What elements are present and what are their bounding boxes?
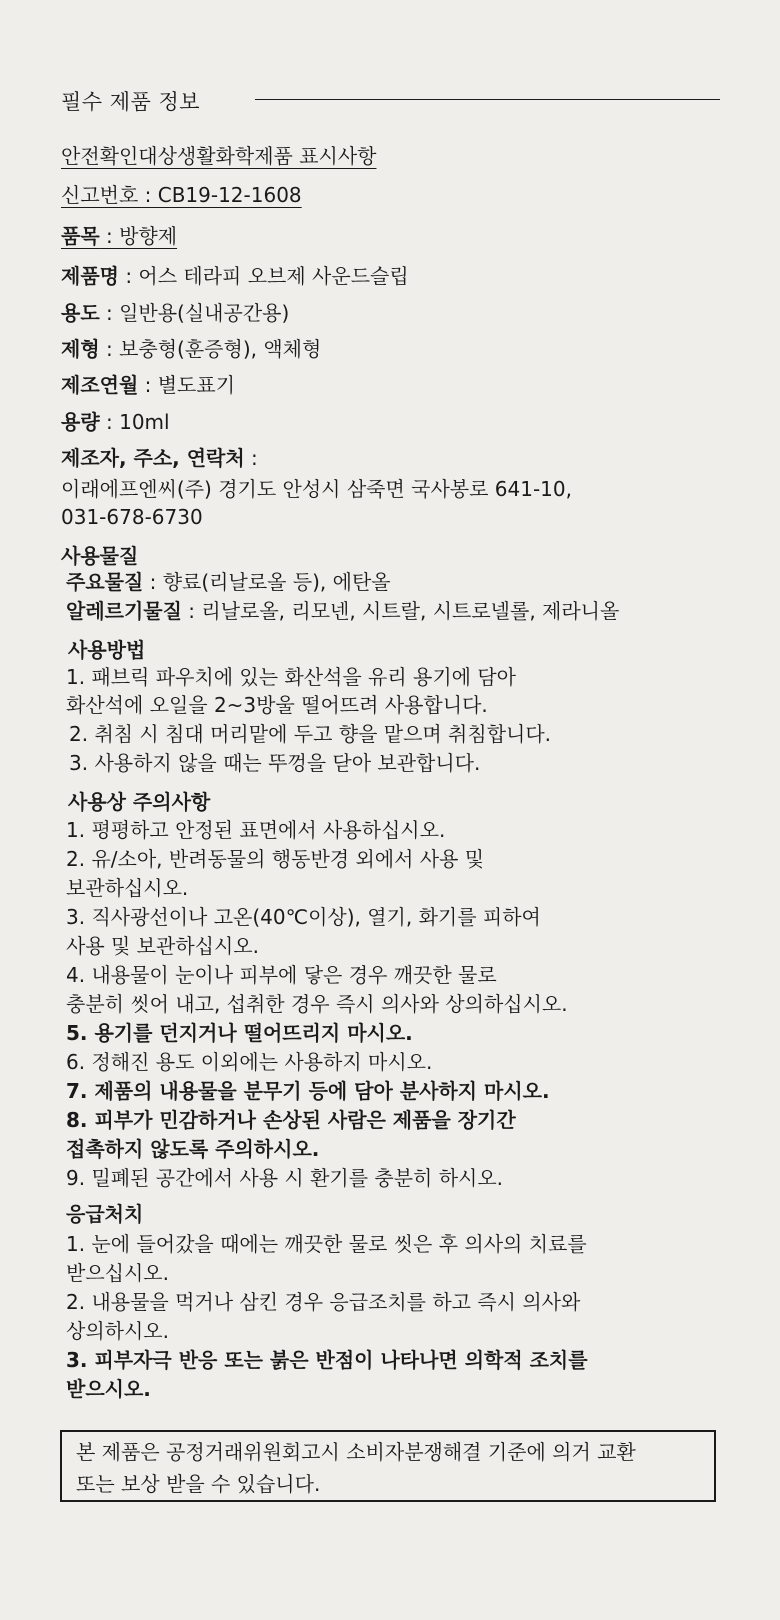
- item-value: : 방향제: [99, 224, 178, 248]
- maker-label: 제조자, 주소, 연락처: [61, 446, 245, 470]
- first-aid-line: 받으십시오.: [66, 1261, 169, 1285]
- maker-phone: 031-678-6730: [61, 505, 203, 529]
- caution-line: 2. 유/소아, 반려동물의 행동반경 외에서 사용 및: [66, 847, 485, 871]
- caution-line: 9. 밀폐된 공간에서 사용 시 환기를 충분히 하시오.: [66, 1166, 504, 1190]
- usage-heading: 사용방법: [68, 638, 146, 662]
- type-row: [61, 335, 321, 364]
- report-number: 신고번호 : CB19-12-1608: [61, 183, 302, 207]
- type-value: : 보충형(훈증형), 액체형: [99, 337, 322, 361]
- title-divider: [255, 99, 720, 100]
- mfg-date-row: [61, 371, 235, 400]
- item-label: 품목: [61, 224, 100, 248]
- caution-line: 충분히 씻어 내고, 섭취한 경우 즉시 의사와 상의하십시오.: [66, 992, 568, 1016]
- volume-label: 용량: [61, 410, 100, 434]
- use-row: [61, 299, 289, 328]
- first-aid-line: 2. 내용물을 먹거나 삼킨 경우 응급조치를 하고 즉시 의사와: [66, 1290, 581, 1314]
- cautions-heading: 사용상 주의사항: [68, 790, 211, 814]
- notice-line: 본 제품은 공정거래위원회고시 소비자분쟁해결 기준에 의거 교환: [76, 1440, 636, 1464]
- mfg-date-label: 제조연월: [61, 373, 139, 397]
- substances-heading: 사용물질: [61, 544, 139, 568]
- maker-row: [61, 444, 258, 473]
- caution-line: 보관하십시오.: [66, 876, 189, 900]
- item-row: [61, 222, 177, 251]
- volume-row: [61, 408, 170, 437]
- main-substance-row: [66, 568, 391, 597]
- volume-value: : 10ml: [99, 410, 170, 434]
- first-aid-line: 상의하시오.: [66, 1319, 169, 1343]
- caution-line-bold: 접촉하지 않도록 주의하시오.: [66, 1137, 320, 1161]
- allergen-row: [66, 597, 619, 626]
- safety-label: 안전확인대상생활화학제품 표시사항: [61, 144, 377, 168]
- caution-line: 4. 내용물이 눈이나 피부에 닿은 경우 깨끗한 물로: [66, 963, 497, 987]
- caution-line: 사용 및 보관하십시오.: [66, 934, 259, 958]
- section-title: 필수 제품 정보: [61, 90, 201, 114]
- main-substance-label: 주요물질: [66, 570, 144, 594]
- caution-line-bold: 5. 용기를 던지거나 떨어뜨리지 마시오.: [66, 1021, 413, 1045]
- product-name-label: 제품명: [61, 264, 119, 288]
- type-label: 제형: [61, 337, 100, 361]
- usage-line: 1. 패브릭 파우치에 있는 화산석을 유리 용기에 담아: [66, 665, 516, 689]
- caution-line-bold: 8. 피부가 민감하거나 손상된 사람은 제품을 장기간: [66, 1108, 516, 1132]
- first-aid-line: 1. 눈에 들어갔을 때에는 깨끗한 물로 씻은 후 의사의 치료를: [66, 1232, 587, 1256]
- maker-address: 이래에프엔씨(주) 경기도 안성시 삼죽면 국사봉로 641-10,: [61, 477, 572, 501]
- first-aid-heading: 응급처치: [66, 1202, 144, 1226]
- maker-colon: :: [244, 446, 258, 470]
- use-label: 용도: [61, 301, 100, 325]
- mfg-date-value: : 별도표기: [138, 373, 236, 397]
- exchange-notice-box: [60, 1430, 716, 1502]
- allergen-label: 알레르기물질: [66, 599, 182, 623]
- notice-line: 또는 보상 받을 수 있습니다.: [76, 1472, 321, 1496]
- usage-line: 3. 사용하지 않을 때는 뚜껑을 닫아 보관합니다.: [69, 751, 481, 775]
- first-aid-line-bold: 3. 피부자극 반응 또는 붉은 반점이 나타나면 의학적 조치를: [66, 1348, 588, 1372]
- caution-line: 6. 정해진 용도 이외에는 사용하지 마시오.: [66, 1050, 433, 1074]
- caution-line-bold: 7. 제품의 내용물을 분무기 등에 담아 분사하지 마시오.: [66, 1079, 550, 1103]
- product-name-value: : 어스 테라피 오브제 사운드슬립: [118, 264, 409, 288]
- use-value: : 일반용(실내공간용): [99, 301, 290, 325]
- allergen-value: : 리날로올, 리모넨, 시트랄, 시트로넬롤, 제라니올: [181, 599, 620, 623]
- first-aid-line-bold: 받으시오.: [66, 1377, 151, 1401]
- usage-line: 2. 취침 시 침대 머리맡에 두고 향을 맡으며 취침합니다.: [69, 722, 552, 746]
- caution-line: 3. 직사광선이나 고온(40℃이상), 열기, 화기를 피하여: [66, 905, 541, 929]
- product-name-row: [61, 262, 409, 291]
- main-substance-value: : 향료(리날로올 등), 에탄올: [143, 570, 391, 594]
- caution-line: 1. 평평하고 안정된 표면에서 사용하십시오.: [66, 818, 446, 842]
- usage-line: 화산석에 오일을 2~3방울 떨어뜨려 사용합니다.: [66, 693, 488, 717]
